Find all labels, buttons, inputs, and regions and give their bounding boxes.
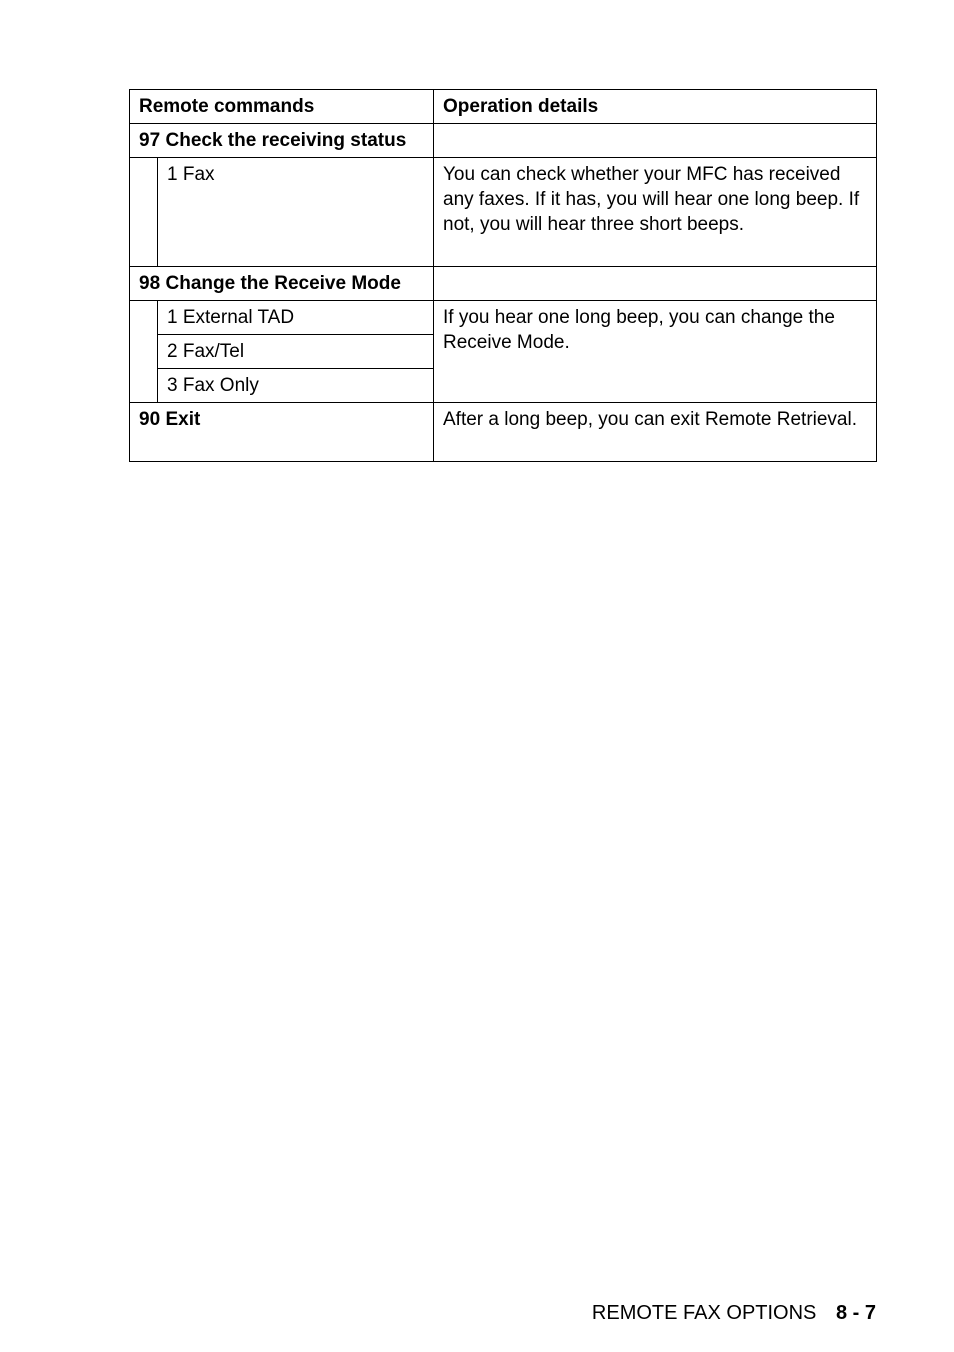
command-title: Exit xyxy=(158,403,434,462)
operation-detail: If you hear one long beep, you can change the Receive Mode. xyxy=(434,301,877,403)
operation-detail: You can check whether your MFC has received any faxes. If it has, you will hear one long beep. If not, you will hear three short beeps. xyxy=(434,158,877,267)
command-option: 3 Fax Only xyxy=(158,369,434,403)
command-code: 97 xyxy=(130,124,158,158)
detail-cell-empty xyxy=(434,124,877,158)
header-operation-details: Operation details xyxy=(434,90,877,124)
code-spacer xyxy=(130,301,158,403)
remote-commands-table xyxy=(129,89,877,462)
header-remote-commands: Remote commands xyxy=(130,90,434,124)
command-code: 90 xyxy=(130,403,158,462)
footer-page-number: 8 - 7 xyxy=(835,1302,876,1324)
detail-cell-empty xyxy=(434,267,877,301)
table-row xyxy=(130,158,877,267)
command-option: 1 Fax xyxy=(158,158,434,267)
command-code: 98 xyxy=(130,267,158,301)
table-row xyxy=(130,124,877,158)
footer-chapter-title: REMOTE FAX OPTIONS xyxy=(591,1302,817,1324)
table-row xyxy=(130,301,877,335)
operation-detail: After a long beep, you can exit Remote Retrieval. xyxy=(434,403,877,462)
page-footer xyxy=(592,1300,876,1326)
table-row xyxy=(130,267,877,301)
command-title: Change the Receive Mode xyxy=(158,267,434,301)
table-row xyxy=(130,403,877,462)
command-option: 1 External TAD xyxy=(158,301,434,335)
code-spacer xyxy=(130,158,158,267)
command-option: 2 Fax/Tel xyxy=(158,335,434,369)
table-header-row xyxy=(130,90,877,124)
command-title: Check the receiving status xyxy=(158,124,434,158)
